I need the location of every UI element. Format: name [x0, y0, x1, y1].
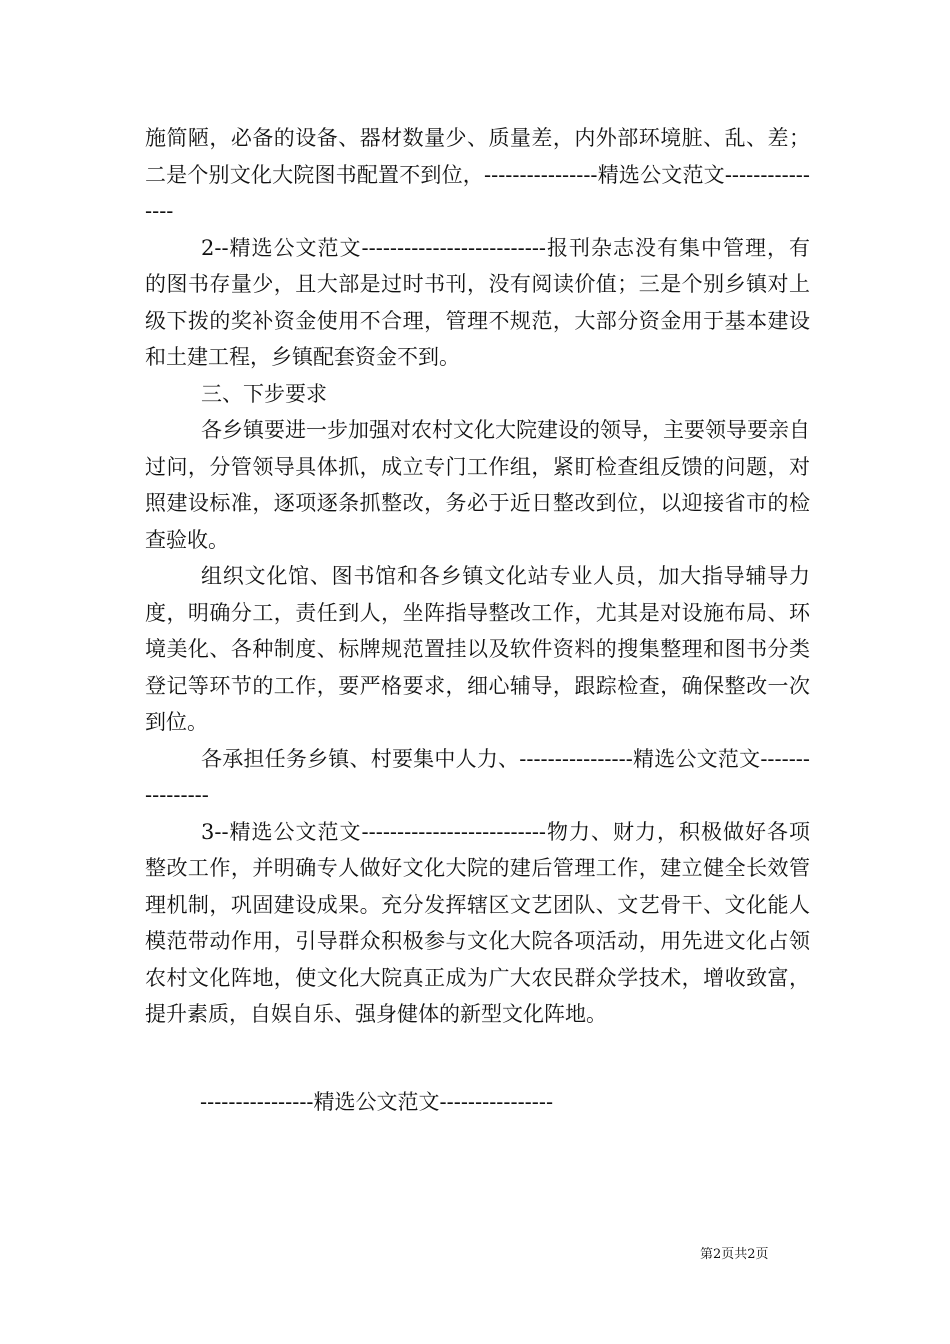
- paragraph-manpower: 各承担任务乡镇、村要集中人力、----------------精选公文范文----------------: [145, 746, 810, 807]
- paragraph-continuation: 施简陋，必备的设备、器材数量少、质量差，内外部环境脏、乱、差；二是个别文化大院图书配置不到位，----------------精选公文范文----------------: [145, 126, 810, 223]
- section-heading: 三、下步要求: [201, 381, 327, 406]
- paragraph-guidance: 组织文化馆、图书馆和各乡镇文化站专业人员，加大指导辅导力度，明确分工，责任到人，坐阵指导整改工作，尤其是对设施布局、环境美化、各种制度、标牌规范置挂以及软件资料的搜集整理和图书分类登记等环节的工作，要严格要求，细心辅导，跟踪检查，确保整改一次到位。: [145, 564, 810, 734]
- page-number: 第2页共2页: [700, 1247, 769, 1262]
- paragraph-page-marker-2: 2--精选公文范文--------------------------报刊杂志没有集中管理，有的图书存量少，且大部是过时书刊，没有阅读价值；三是个别乡镇对上级下拨的奖补资金使用不合理，管理不规范，大部分资金用于基本建设和土建工程，乡镇配套资金不到。: [145, 235, 810, 369]
- closing-divider: ----------------精选公文范文----------------: [200, 1090, 554, 1114]
- paragraph-page-marker-3: 3--精选公文范文--------------------------物力、财力，积极做好各项整改工作，并明确专人做好文化大院的建后管理工作，建立健全长效管理机制，巩固建设成果。充分发挥辖区文艺团队、文艺骨干、文化能人模范带动作用，引导群众积极参与文化大院各项活动，用先进文化占领农村文化阵地，使文化大院真正成为广大农民群众学技术，增收致富，提升素质，自娱自乐、强身健体的新型文化阵地。: [145, 819, 810, 1026]
- document-body: [145, 120, 810, 1033]
- paragraph-leadership: 各乡镇要进一步加强对农村文化大院建设的领导，主要领导要亲自过问，分管领导具体抓，成立专门工作组，紧盯检查组反馈的问题，对照建设标准，逐项逐条抓整改，务必于近日整改到位，以迎接省市的检查验收。: [145, 418, 810, 552]
